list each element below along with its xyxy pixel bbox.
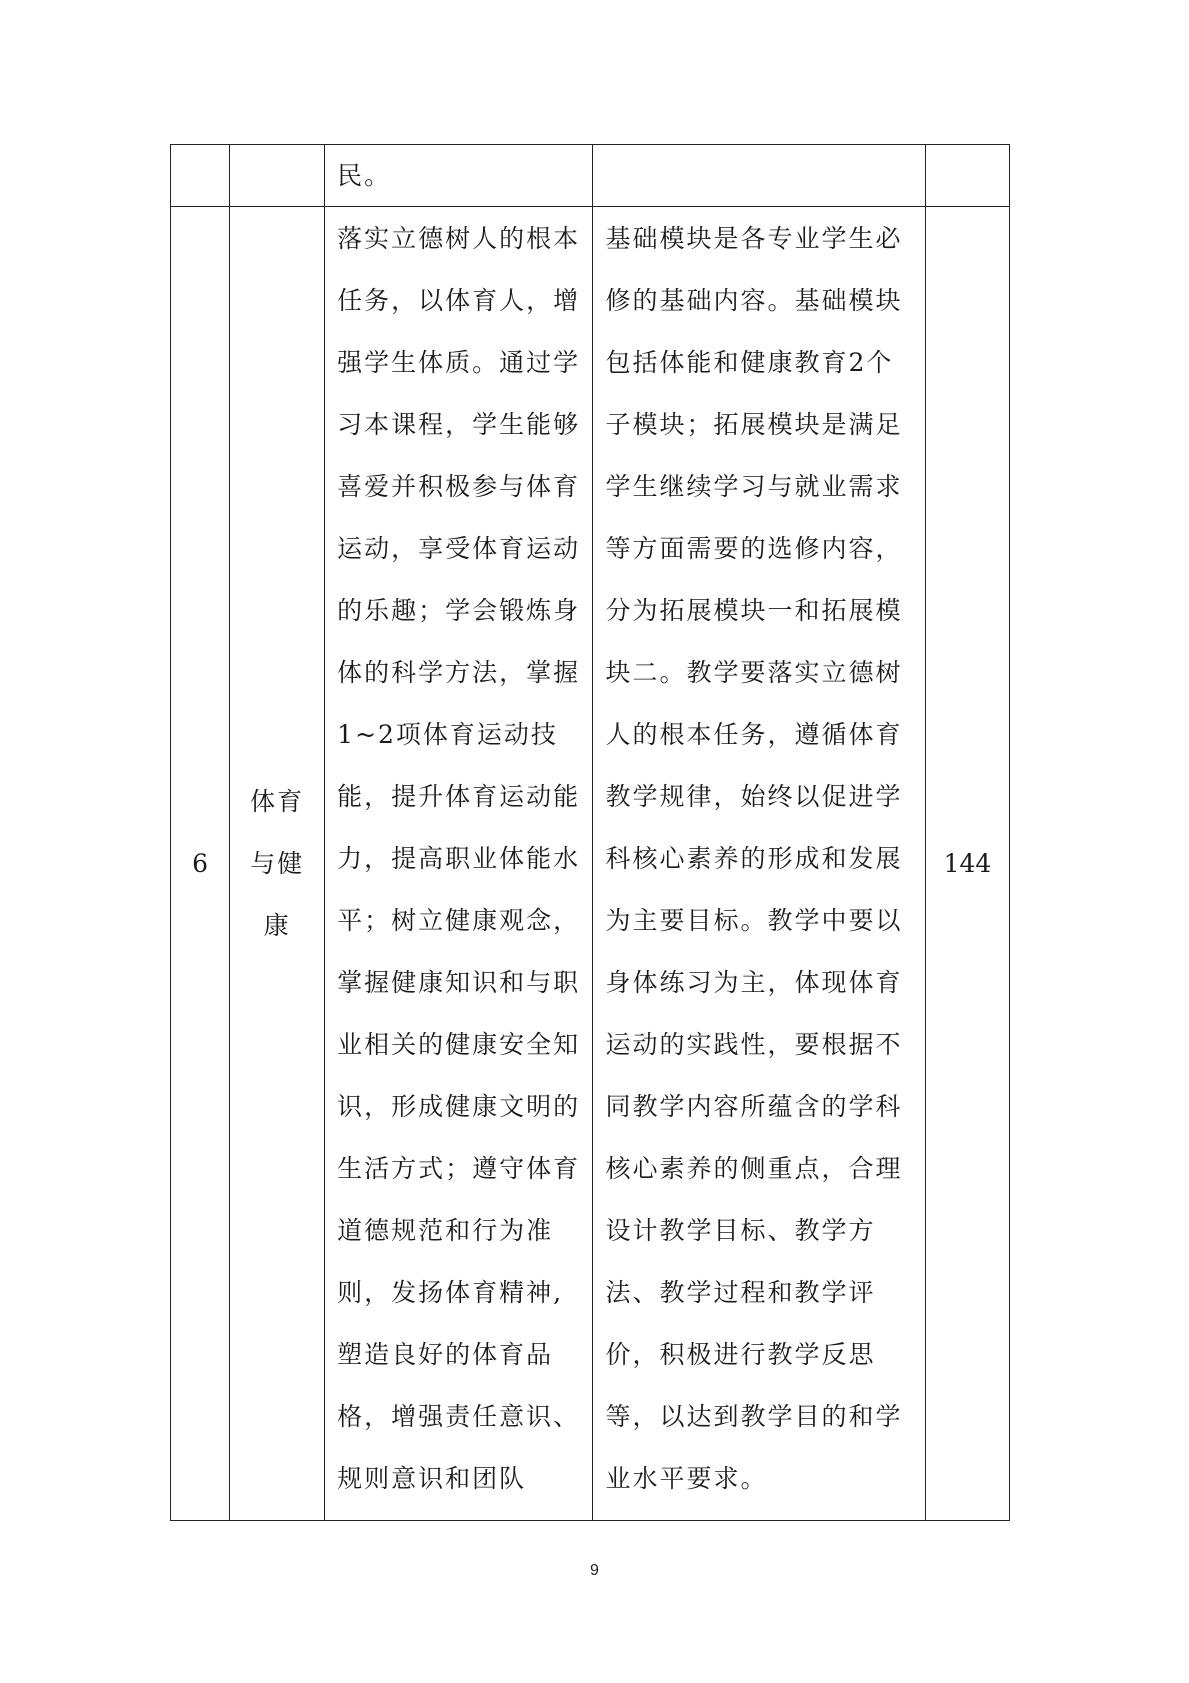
cell-hours: [925, 145, 1009, 207]
course-table: [170, 144, 1010, 1521]
table-row-6: [171, 207, 1010, 1521]
course-name: 体育与健康: [250, 786, 305, 940]
cell-hours: [925, 207, 1009, 1521]
cell-course-goal: [325, 145, 593, 207]
course-number: 6: [192, 849, 208, 878]
page-number: 9: [590, 1562, 599, 1579]
course-goal-text: 民。: [337, 161, 392, 190]
table-row-continuation: [171, 145, 1010, 207]
cell-course-name: [230, 145, 325, 207]
cell-course-name: [230, 207, 325, 1521]
cell-number: [171, 207, 230, 1521]
cell-number: [171, 145, 230, 207]
course-hours: 144: [943, 849, 992, 878]
cell-course-content: [593, 145, 925, 207]
cell-course-goal: [325, 207, 593, 1521]
course-goal-text: 落实立德树人的根本任务，以体育人，增强学生体质。通过学习本课程，学生能够喜爱并积极参与体育运动，享受体育运动的乐趣；学会锻炼身体的科学方法，掌握1~2项体育运动技能，提升体育运动能力，提高职业体能水平；树立健康观念，掌握健康知识和与职业相关的健康安全知识，形成健康文明的生活方式；遵守体育道德规范和行为准则，发扬体育精神,塑造良好的体育品格，增强责任意识、规则意识和团队: [337, 224, 581, 1493]
course-content-text: 基础模块是各专业学生必修的基础内容。基础模块包括体能和健康教育2个子模块；拓展模块是满足学生继续学习与就业需求等方面需要的选修内容，分为拓展模块一和拓展模块二。教学要落实立德树人的根本任务，遵循体育教学规律，始终以促进学科核心素养的形成和发展为主要目标。教学中要以身体练习为主，体现体育运动的实践性，要根据不同教学内容所蕴含的学科核心素养的侧重点，合理设计教学目标、教学方法、教学过程和教学评价，积极进行教学反思等，以达到教学目的和学业水平要求。: [605, 224, 903, 1493]
cell-course-content: [593, 207, 925, 1521]
